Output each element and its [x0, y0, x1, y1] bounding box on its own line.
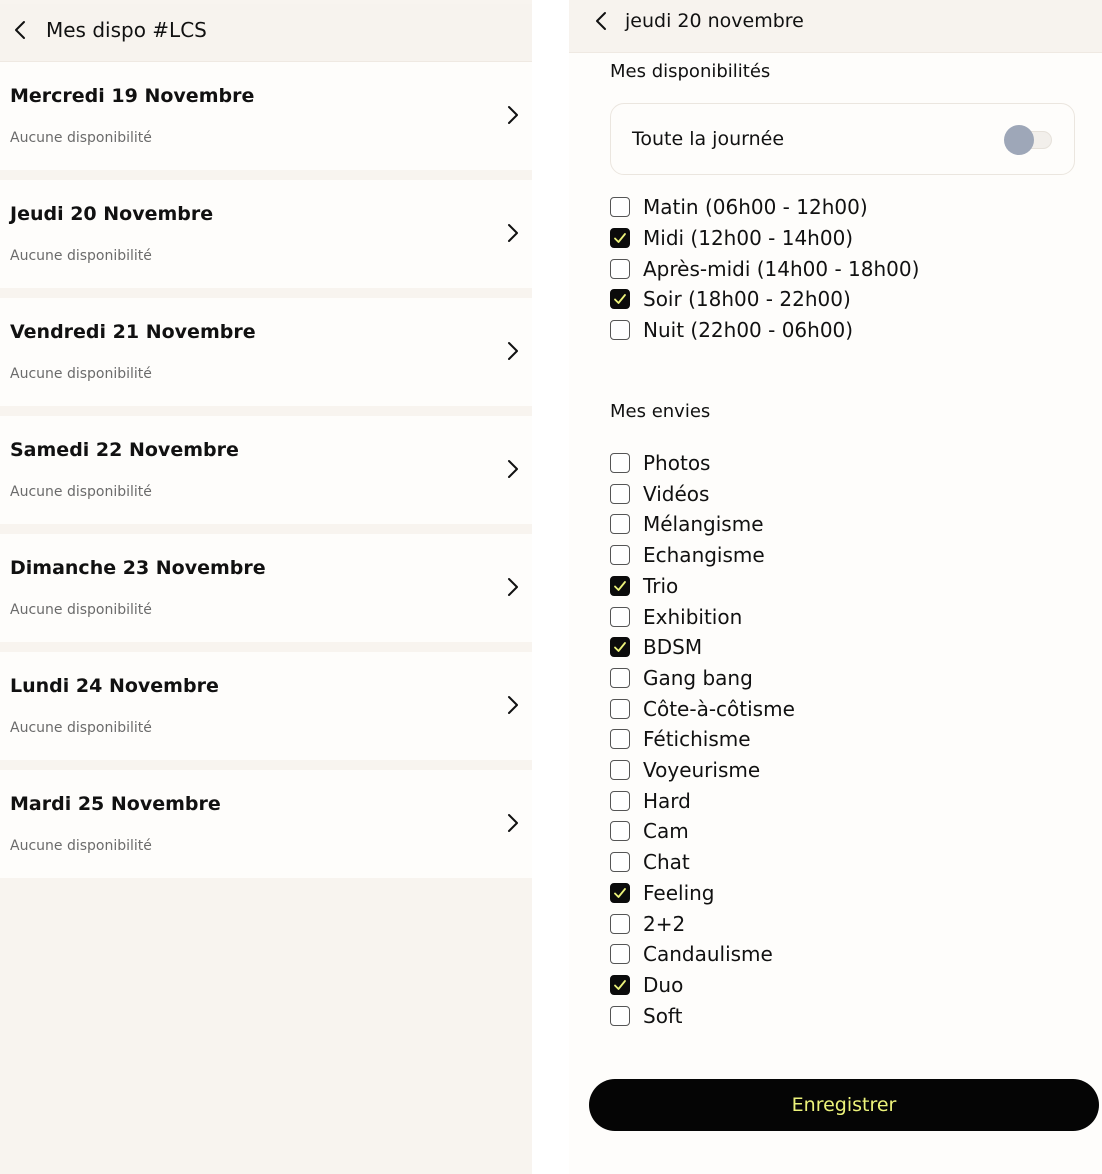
checkbox[interactable] — [610, 668, 630, 688]
checkbox[interactable] — [610, 1006, 630, 1026]
option-label: Gang bang — [643, 665, 753, 690]
option-cote-a-cotisme[interactable] — [610, 694, 1090, 724]
option-feeling[interactable] — [610, 878, 1090, 908]
checkbox[interactable] — [610, 791, 630, 811]
day-item-mercredi-19[interactable] — [0, 62, 532, 170]
checkbox-checked[interactable] — [610, 228, 630, 248]
all-day-toggle[interactable] — [1004, 125, 1054, 155]
chevron-right-icon — [504, 222, 522, 244]
option-hard[interactable] — [610, 786, 1090, 816]
option-label: BDSM — [643, 635, 703, 660]
option-midi-12h00-14h00[interactable] — [610, 223, 1090, 253]
day-subtitle: Aucune disponibilité — [10, 602, 152, 618]
chevron-right-icon — [504, 812, 522, 834]
option-apres-midi-14h00-18h00[interactable] — [610, 254, 1090, 284]
day-title: Mercredi 19 Novembre — [10, 85, 255, 107]
checkmark-icon — [613, 978, 627, 992]
option-label: Après-midi (14h00 - 18h00) — [643, 256, 920, 281]
option-soir-18h00-22h00[interactable] — [610, 284, 1090, 314]
checkbox-checked[interactable] — [610, 975, 630, 995]
option-label: Feeling — [643, 880, 715, 905]
checkmark-icon — [613, 579, 627, 593]
day-subtitle: Aucune disponibilité — [10, 838, 152, 854]
day-title: Jeudi 20 Novembre — [10, 203, 214, 225]
availability-heading: Mes disponibilités — [610, 61, 771, 82]
option-label: Duo — [643, 972, 684, 997]
option-label: Voyeurisme — [643, 758, 761, 782]
checkmark-icon — [613, 886, 627, 900]
toggle-thumb — [1004, 125, 1034, 155]
option-photos[interactable] — [610, 448, 1090, 478]
left-header — [0, 4, 532, 62]
day-subtitle: Aucune disponibilité — [10, 130, 152, 146]
day-title: Samedi 22 Novembre — [10, 439, 239, 461]
day-item-samedi-22[interactable] — [0, 416, 532, 524]
checkmark-icon — [613, 231, 627, 245]
option-cam[interactable] — [610, 816, 1090, 846]
checkbox[interactable] — [610, 821, 630, 841]
checkbox-checked[interactable] — [610, 289, 630, 309]
option-soft[interactable] — [610, 1001, 1090, 1031]
detail-title: jeudi 20 novembre — [625, 10, 804, 32]
option-label: 2+2 — [643, 911, 686, 936]
option-gang-bang[interactable] — [610, 663, 1090, 693]
checkbox[interactable] — [610, 320, 630, 340]
option-voyeurisme[interactable] — [610, 755, 1090, 785]
option-2-2[interactable] — [610, 909, 1090, 939]
day-title: Vendredi 21 Novembre — [10, 321, 256, 343]
option-label: Côte-à-côtisme — [643, 696, 795, 721]
day-title: Lundi 24 Novembre — [10, 675, 219, 697]
page-title: Mes dispo #LCS — [46, 18, 207, 42]
day-subtitle: Aucune disponibilité — [10, 484, 152, 500]
checkbox-checked[interactable] — [610, 576, 630, 596]
checkbox[interactable] — [610, 760, 630, 780]
chevron-right-icon — [504, 694, 522, 716]
checkbox[interactable] — [610, 514, 630, 534]
checkbox[interactable] — [610, 197, 630, 217]
option-chat[interactable] — [610, 847, 1090, 877]
checkbox-checked[interactable] — [610, 883, 630, 903]
option-label: Soir (18h00 - 22h00) — [643, 287, 851, 312]
day-item-jeudi-20[interactable] — [0, 180, 532, 288]
option-exhibition[interactable] — [610, 602, 1090, 632]
right-header — [569, 0, 1102, 53]
save-button[interactable]: Enregistrer — [589, 1079, 1099, 1131]
all-day-label: Toute la journée — [632, 128, 785, 150]
option-label: Trio — [643, 573, 679, 598]
day-item-dimanche-23[interactable] — [0, 534, 532, 642]
chevron-right-icon — [504, 576, 522, 598]
checkbox[interactable] — [610, 914, 630, 934]
day-detail-screen — [569, 0, 1102, 1174]
option-duo[interactable] — [610, 970, 1090, 1000]
checkbox[interactable] — [610, 484, 630, 504]
chevron-left-icon[interactable] — [10, 19, 32, 41]
option-matin-06h00-12h00[interactable] — [610, 192, 1090, 222]
option-echangisme[interactable] — [610, 540, 1090, 570]
option-label: Candaulisme — [643, 942, 773, 967]
checkmark-icon — [613, 292, 627, 306]
desires-heading: Mes envies — [610, 401, 711, 422]
day-item-mardi-25[interactable] — [0, 770, 532, 878]
option-label: Fétichisme — [643, 727, 751, 752]
option-candaulisme[interactable] — [610, 939, 1090, 969]
option-videos[interactable] — [610, 479, 1090, 509]
option-label: Echangisme — [643, 543, 765, 568]
option-label: Midi (12h00 - 14h00) — [643, 225, 854, 250]
option-label: Soft — [643, 1003, 683, 1028]
checkbox[interactable] — [610, 545, 630, 565]
day-subtitle: Aucune disponibilité — [10, 720, 152, 736]
checkbox[interactable] — [610, 852, 630, 872]
chevron-left-icon[interactable] — [591, 10, 613, 32]
option-trio[interactable] — [610, 571, 1090, 601]
day-subtitle: Aucune disponibilité — [10, 248, 152, 264]
option-fetichisme[interactable] — [610, 724, 1090, 754]
checkbox[interactable] — [610, 944, 630, 964]
checkbox[interactable] — [610, 729, 630, 749]
day-subtitle: Aucune disponibilité — [10, 366, 152, 382]
checkbox[interactable] — [610, 453, 630, 473]
day-item-vendredi-21[interactable] — [0, 298, 532, 406]
option-label: Exhibition — [643, 604, 743, 629]
option-bdsm[interactable] — [610, 632, 1090, 662]
day-title: Mardi 25 Novembre — [10, 793, 221, 815]
chevron-right-icon — [504, 104, 522, 126]
chevron-right-icon — [504, 458, 522, 480]
chevron-right-icon — [504, 340, 522, 362]
option-nuit-22h00-06h00[interactable] — [610, 315, 1090, 345]
option-label: Vidéos — [643, 481, 710, 506]
option-label: Photos — [643, 451, 711, 475]
option-label: Mélangisme — [643, 512, 764, 537]
day-title: Dimanche 23 Novembre — [10, 557, 266, 579]
checkbox-checked[interactable] — [610, 637, 630, 657]
all-day-card — [610, 103, 1075, 175]
checkmark-icon — [613, 640, 627, 654]
checkbox[interactable] — [610, 259, 630, 279]
option-label: Nuit (22h00 - 06h00) — [643, 318, 854, 343]
checkbox[interactable] — [610, 699, 630, 719]
option-label: Hard — [643, 788, 691, 813]
option-label: Chat — [643, 850, 690, 875]
option-label: Matin (06h00 - 12h00) — [643, 195, 868, 219]
option-melangisme[interactable] — [610, 509, 1090, 539]
option-label: Cam — [643, 819, 689, 844]
day-item-lundi-24[interactable] — [0, 652, 532, 760]
checkbox[interactable] — [610, 607, 630, 627]
day-list-screen — [0, 0, 532, 1174]
